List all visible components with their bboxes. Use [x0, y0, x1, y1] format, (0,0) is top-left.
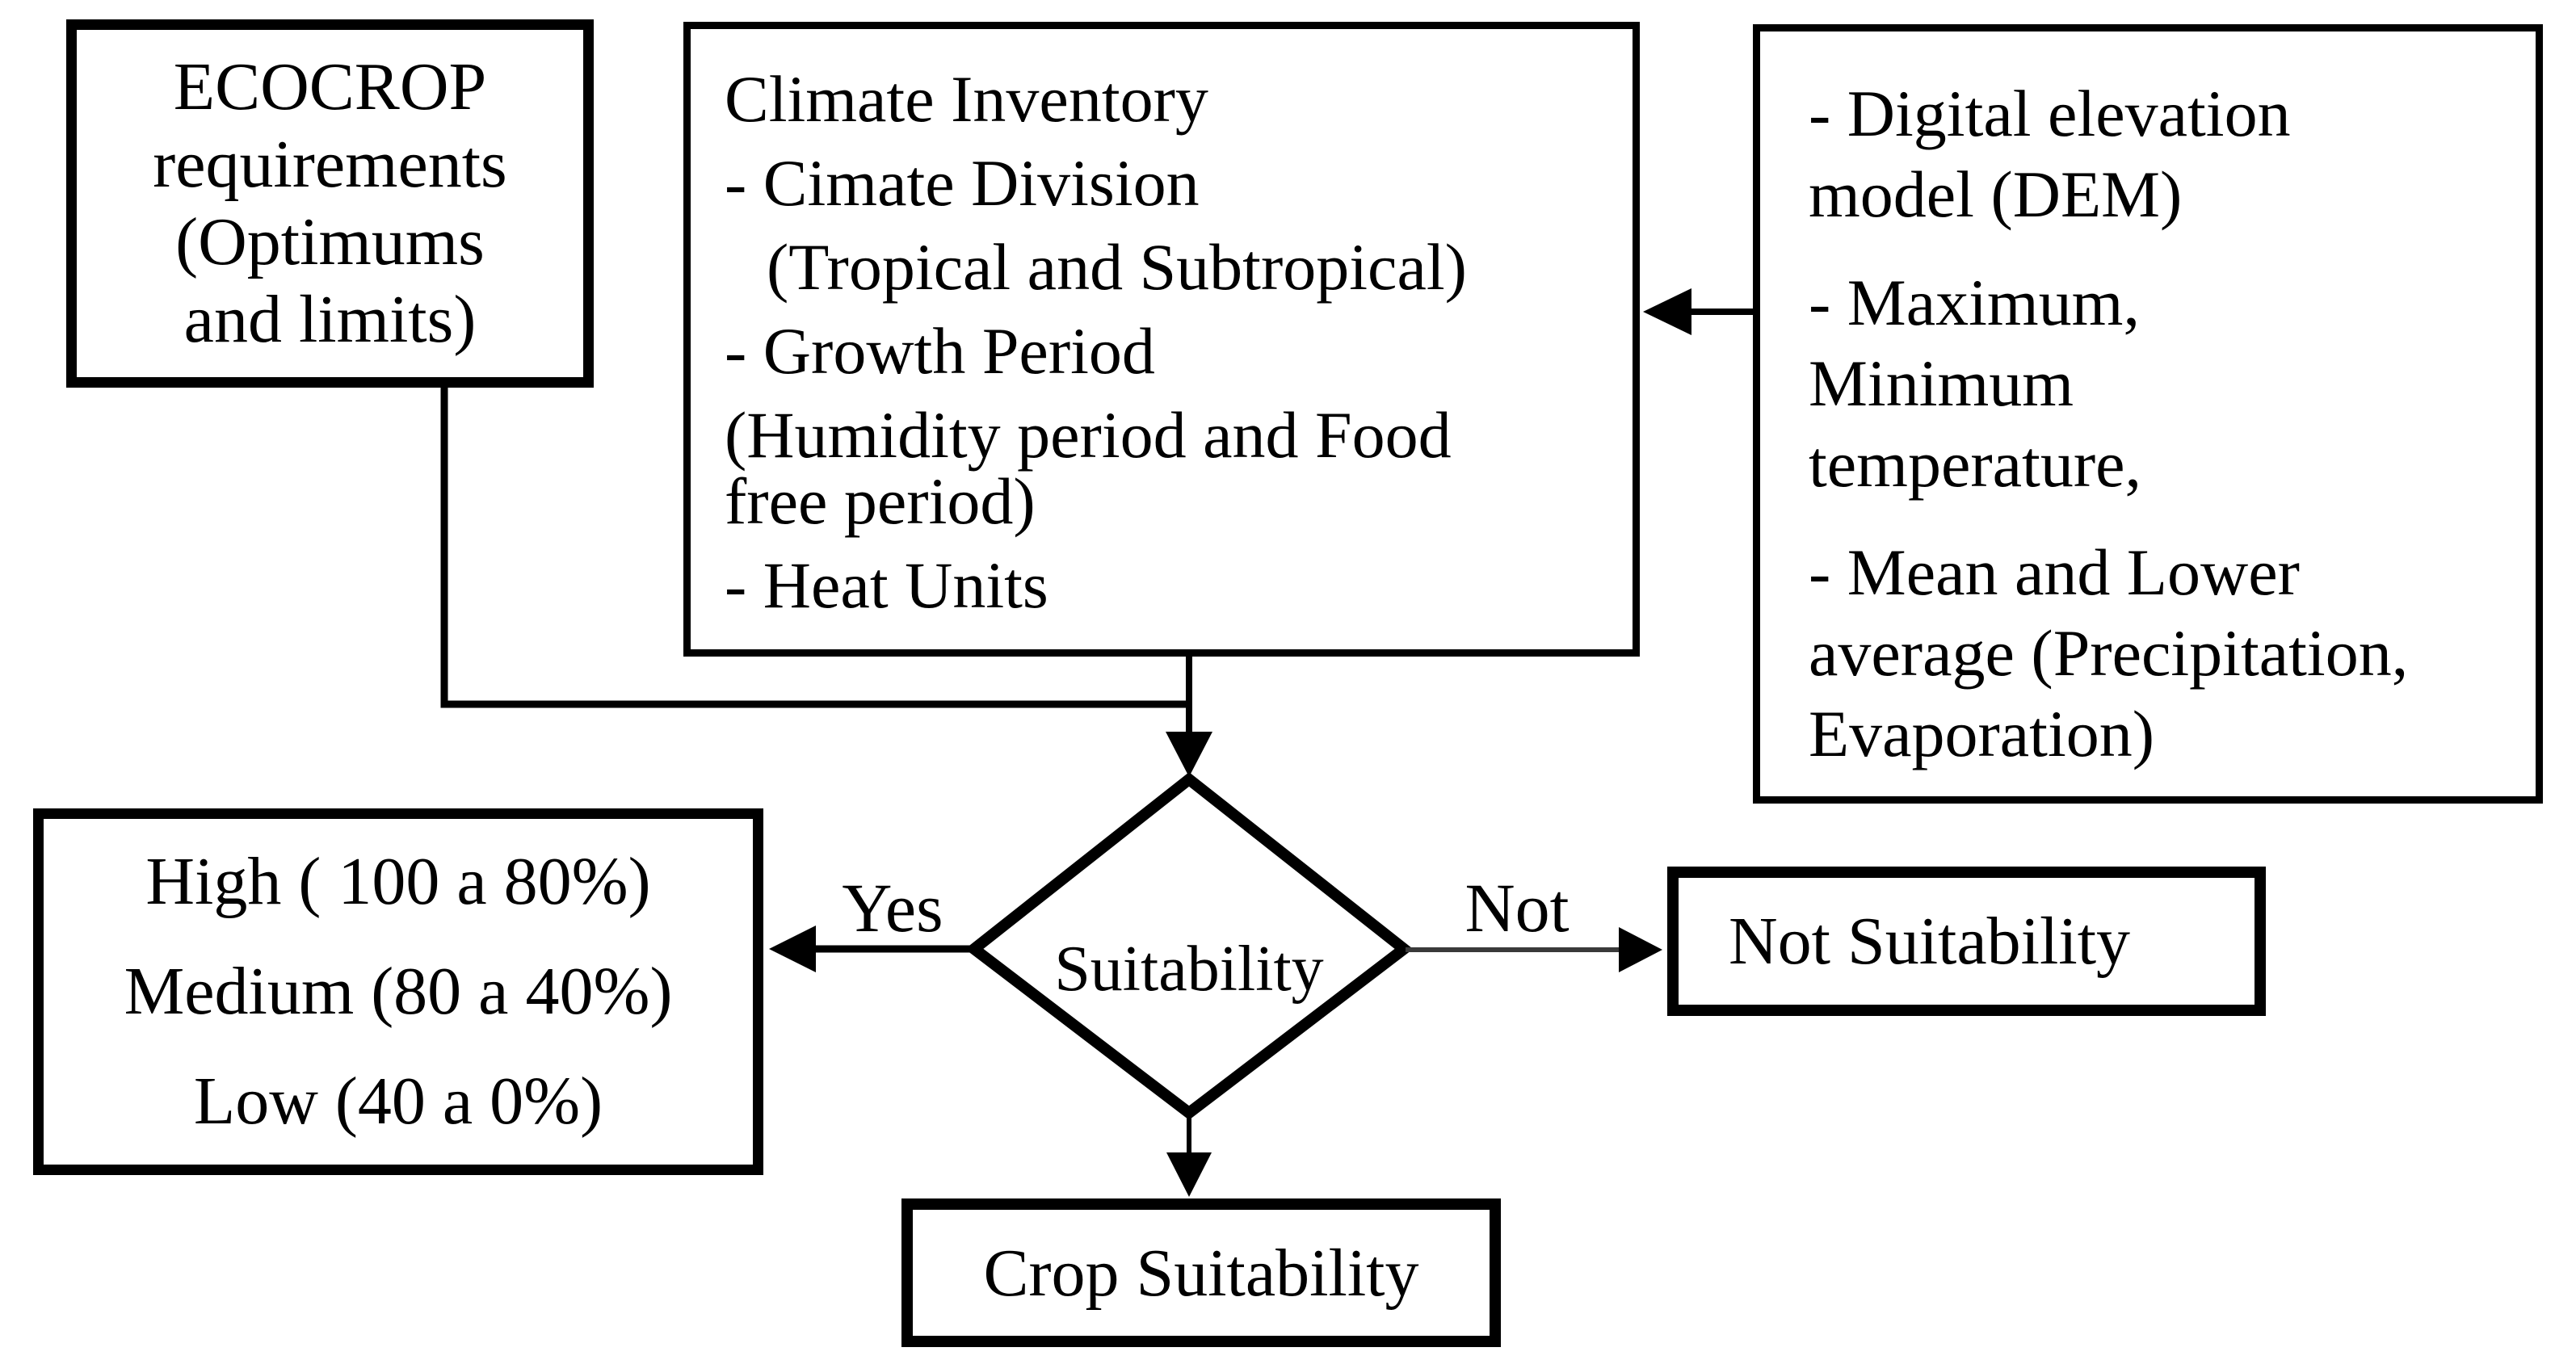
dem-item: temperature, [1809, 427, 2142, 501]
climate-item: - Growth Period [725, 314, 1155, 388]
not-edge-label: Not [1464, 869, 1570, 947]
dem-item: Minimum [1809, 346, 2074, 420]
crop-suitability-label: Crop Suitability [983, 1235, 1419, 1311]
ecocrop-line: (Optimums [175, 204, 485, 279]
climate-item: - Heat Units [725, 548, 1048, 622]
arrow-down-into-diamond-icon [1166, 732, 1212, 777]
arrow-left-into-climate-icon [1643, 288, 1691, 335]
ecocrop-line: requirements [153, 127, 507, 202]
climate-detail: (Tropical and Subtropical) [767, 230, 1467, 304]
dem-item: - Mean and Lower [1809, 535, 2300, 609]
climate-detail: free period) [725, 464, 1036, 538]
suitability-class-high: High ( 100 a 80%) [145, 844, 651, 919]
yes-edge-label: Yes [842, 869, 943, 947]
suitability-classes-box [33, 808, 763, 1175]
climate-inventory-box [683, 22, 1640, 657]
dem-inputs-box [1753, 24, 2543, 804]
dem-item: Evaporation) [1809, 697, 2155, 770]
arrow-right-into-notsuit-icon [1619, 927, 1662, 972]
not-suitability-box [1667, 867, 2266, 1016]
ecocrop-line: ECOCROP [173, 49, 487, 124]
suitability-class-medium: Medium (80 a 40%) [124, 954, 673, 1029]
suitability-class-low: Low (40 a 0%) [193, 1064, 603, 1139]
dem-item: model (DEM) [1809, 157, 2183, 231]
arrow-down-into-crop-icon [1166, 1152, 1212, 1197]
decision-label: Suitability [1054, 934, 1324, 1005]
climate-title: Climate Inventory [725, 62, 1208, 136]
dem-item: - Digital elevation [1809, 77, 2291, 150]
dem-item: average (Precipitation, [1809, 616, 2409, 690]
crop-suitability-box [901, 1198, 1501, 1347]
dem-item: - Maximum, [1809, 266, 2140, 339]
ecocrop-requirements-box [66, 19, 594, 388]
arrow-left-into-results-icon [769, 926, 816, 972]
ecocrop-line: and limits) [183, 282, 477, 357]
not-suitability-label: Not Suitability [1729, 904, 2131, 979]
climate-detail: (Humidity period and Food [725, 398, 1452, 472]
climate-item: - Cimate Division [725, 146, 1200, 220]
